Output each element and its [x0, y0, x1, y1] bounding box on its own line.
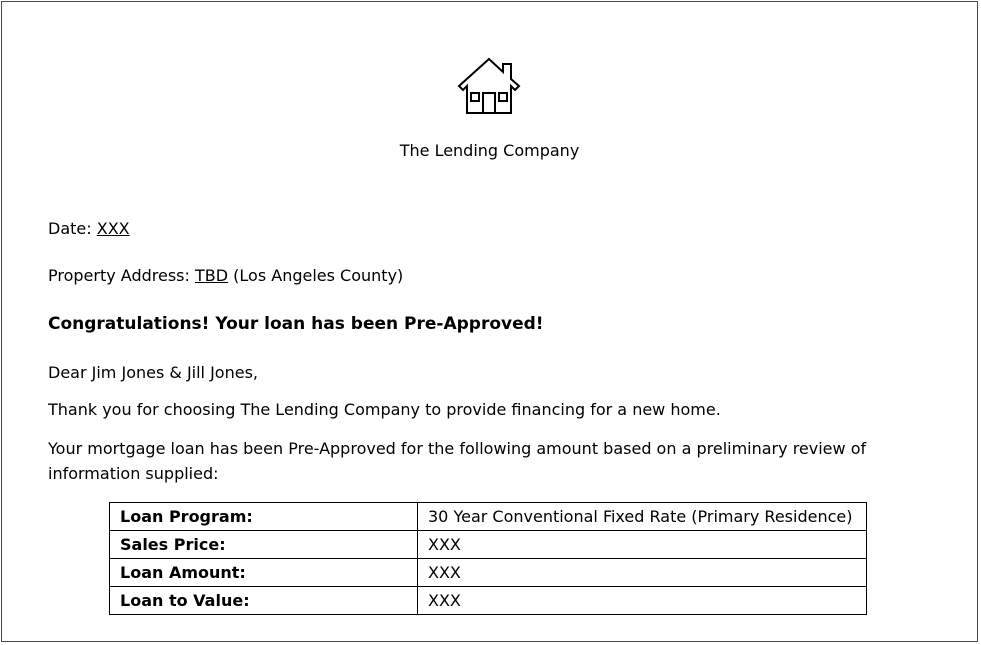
table-row	[110, 559, 867, 587]
loan-program-value: 30 Year Conventional Fixed Rate (Primary Residence)	[418, 503, 867, 531]
company-name: The Lending Company	[399, 141, 580, 160]
date-line	[48, 219, 130, 238]
property-address-line	[48, 266, 403, 285]
thank-you-line: Thank you for choosing The Lending Company to provide financing for a new home.	[48, 400, 721, 419]
body-paragraph: Your mortgage loan has been Pre-Approved for the following amount based on a preliminary review of information supplied:	[48, 439, 867, 483]
table-row	[110, 503, 867, 531]
loan-program-label: Loan Program:	[110, 503, 418, 531]
loan-amount-value: XXX	[418, 559, 867, 587]
sales-price-value: XXX	[418, 531, 867, 559]
loan-to-value-label: Loan to Value:	[110, 587, 418, 615]
table-row	[110, 587, 867, 615]
loan-to-value-value: XXX	[418, 587, 867, 615]
letter-page	[1, 1, 978, 642]
table-row	[110, 531, 867, 559]
salutation: Dear Jim Jones & Jill Jones,	[48, 363, 258, 382]
loan-amount-label: Loan Amount:	[110, 559, 418, 587]
property-label: Property Address:	[48, 266, 190, 285]
loan-details-table	[109, 502, 867, 615]
property-value: TBD	[195, 266, 229, 285]
headline: Congratulations! Your loan has been Pre-Approved!	[48, 314, 544, 334]
property-suffix: (Los Angeles County)	[233, 266, 404, 285]
sales-price-label: Sales Price:	[110, 531, 418, 559]
house-icon	[455, 56, 523, 118]
date-label: Date:	[48, 219, 92, 238]
date-value: XXX	[96, 219, 130, 238]
